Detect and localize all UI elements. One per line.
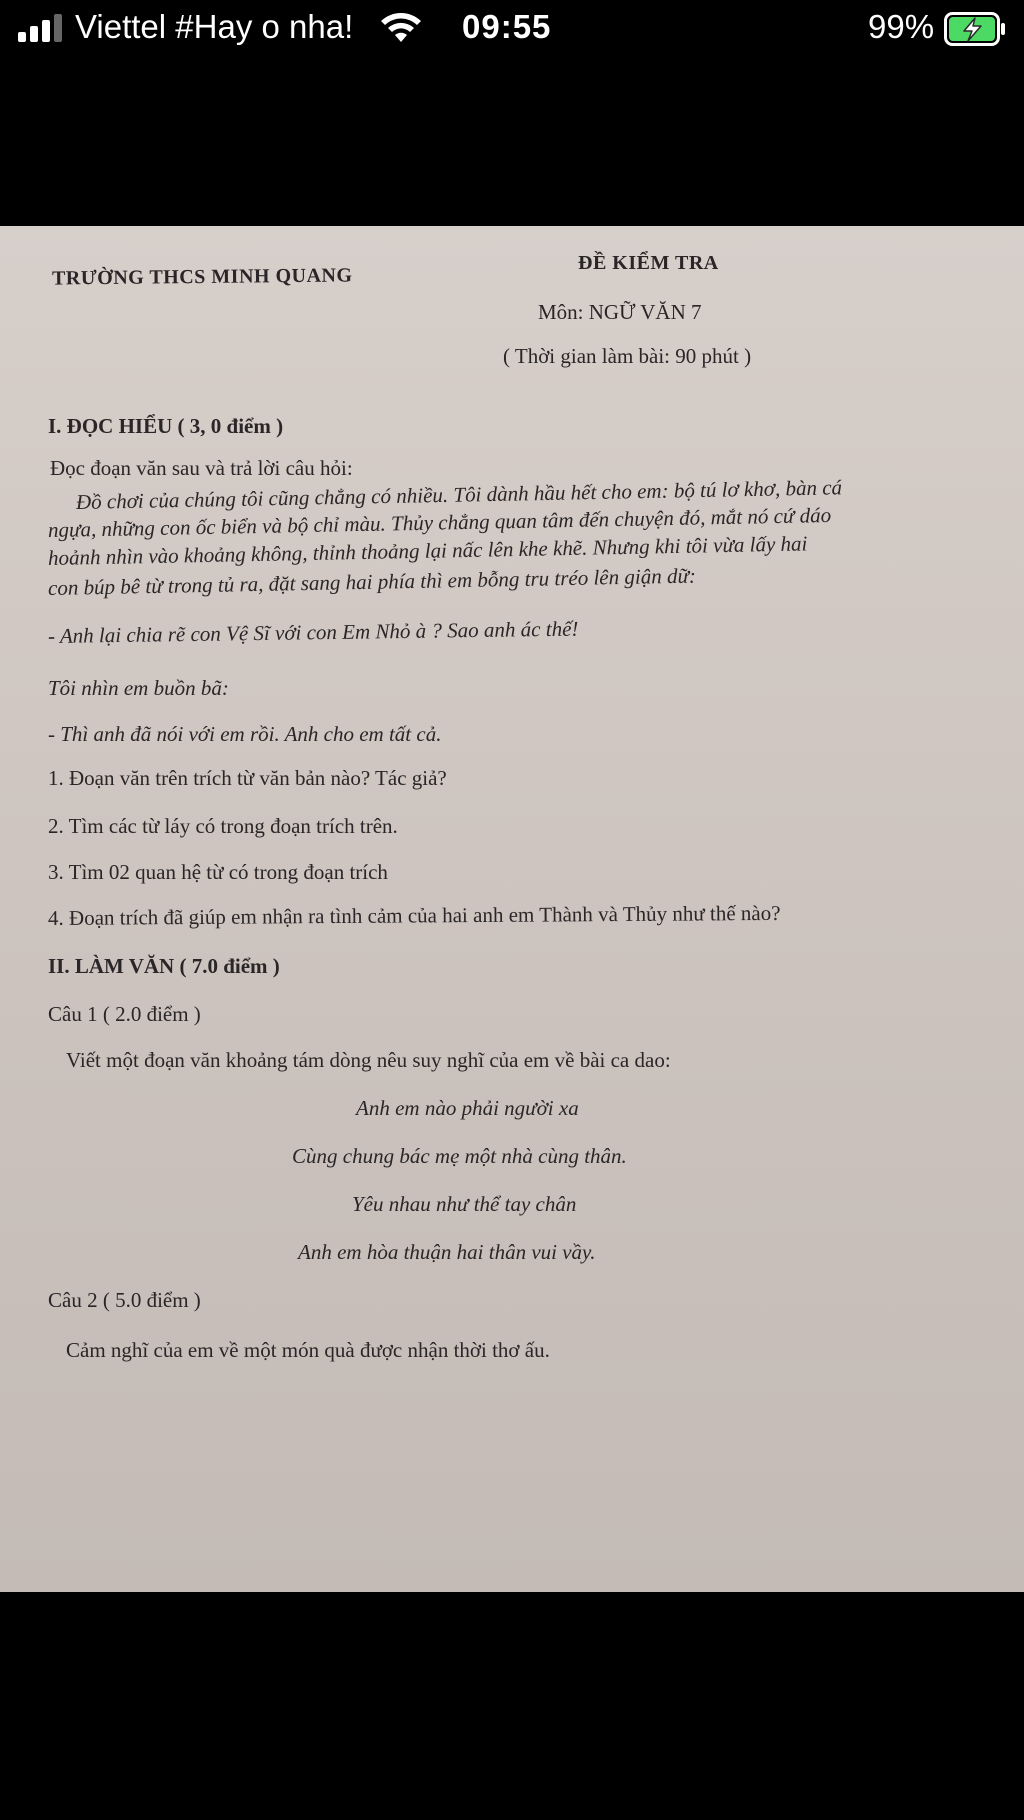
battery-charging-icon bbox=[944, 12, 1006, 46]
school-name: TRƯỜNG THCS MINH QUANG bbox=[51, 264, 353, 290]
carrier-name: Viettel #Hay o nha! bbox=[75, 8, 354, 45]
exam-duration: ( Thời gian làm bài: 90 phút ) bbox=[503, 344, 752, 368]
exam-subject: Môn: NGỮ VĂN 7 bbox=[538, 300, 702, 324]
writing-question-1-label: Câu 1 ( 2.0 điểm ) bbox=[48, 1002, 201, 1026]
reading-question: 2. Tìm các từ láy có trong đoạn trích trên. bbox=[48, 814, 398, 838]
reading-question: 3. Tìm 02 quan hệ từ có trong đoạn trích bbox=[48, 860, 388, 884]
exam-document bbox=[0, 226, 1024, 1592]
exam-paper-photo bbox=[0, 226, 1024, 1592]
dialogue-line: - Anh lại chia rẽ con Vệ Sĩ với con Em Nhỏ à ? Sao anh ác thế! bbox=[47, 616, 579, 648]
dialogue-line: Tôi nhìn em buồn bã: bbox=[48, 676, 229, 700]
reading-question: 4. Đoạn trích đã giúp em nhận ra tình cảm của hai anh em Thành và Thủy như thế nào? bbox=[47, 900, 781, 930]
signal-icon bbox=[18, 14, 64, 42]
section-1-heading: I. ĐỌC HIỂU ( 3, 0 điểm ) bbox=[48, 414, 284, 438]
poem-line: Yêu nhau như thể tay chân bbox=[352, 1192, 577, 1216]
writing-question-2-label: Câu 2 ( 5.0 điểm ) bbox=[48, 1288, 201, 1312]
writing-question-1-prompt: Viết một đoạn văn khoảng tám dòng nêu suy nghĩ của em về bài ca dao: bbox=[66, 1048, 671, 1072]
status-bar bbox=[0, 0, 1024, 60]
battery-percentage: 99% bbox=[868, 8, 935, 45]
reading-question: 1. Đoạn văn trên trích từ văn bản nào? Tác giả? bbox=[48, 766, 447, 790]
poem-line: Anh em nào phải người xa bbox=[356, 1096, 579, 1120]
passage-line: Đồ chơi của chúng tôi cũng chẳng có nhiều. Tôi dành hầu hết cho em: bộ tú lơ khơ, bàn cá bbox=[75, 475, 843, 514]
passage-line: ngựa, những con ốc biển và bộ chỉ màu. Thủy chẳng quan tâm đến chuyện đó, mắt nó cứ dáo bbox=[47, 502, 832, 542]
section-1-instruction: Đọc đoạn văn sau và trả lời câu hỏi: bbox=[50, 456, 353, 480]
dialogue-line: - Thì anh đã nói với em rồi. Anh cho em tất cả. bbox=[48, 722, 442, 746]
exam-title: ĐỀ KIỂM TRA bbox=[578, 252, 719, 274]
passage-line: con búp bê từ trong tủ ra, đặt sang hai phía thì em bỗng tru tréo lên giận dữ: bbox=[47, 563, 697, 600]
poem-line: Anh em hòa thuận hai thân vui vầy. bbox=[298, 1240, 596, 1264]
wifi-icon bbox=[380, 12, 422, 44]
section-2-heading: II. LÀM VĂN ( 7.0 điểm ) bbox=[48, 954, 280, 978]
passage-line: hoảnh nhìn vào khoảng không, thỉnh thoảng lại nấc lên khe khẽ. Nhưng khi tôi vừa lấy hai bbox=[47, 531, 808, 570]
poem-line: Cùng chung bác mẹ một nhà cùng thân. bbox=[292, 1144, 627, 1168]
writing-question-2-prompt: Cảm nghĩ của em về một món quà được nhận thời thơ ấu. bbox=[66, 1338, 550, 1362]
clock: 09:55 bbox=[462, 8, 552, 45]
